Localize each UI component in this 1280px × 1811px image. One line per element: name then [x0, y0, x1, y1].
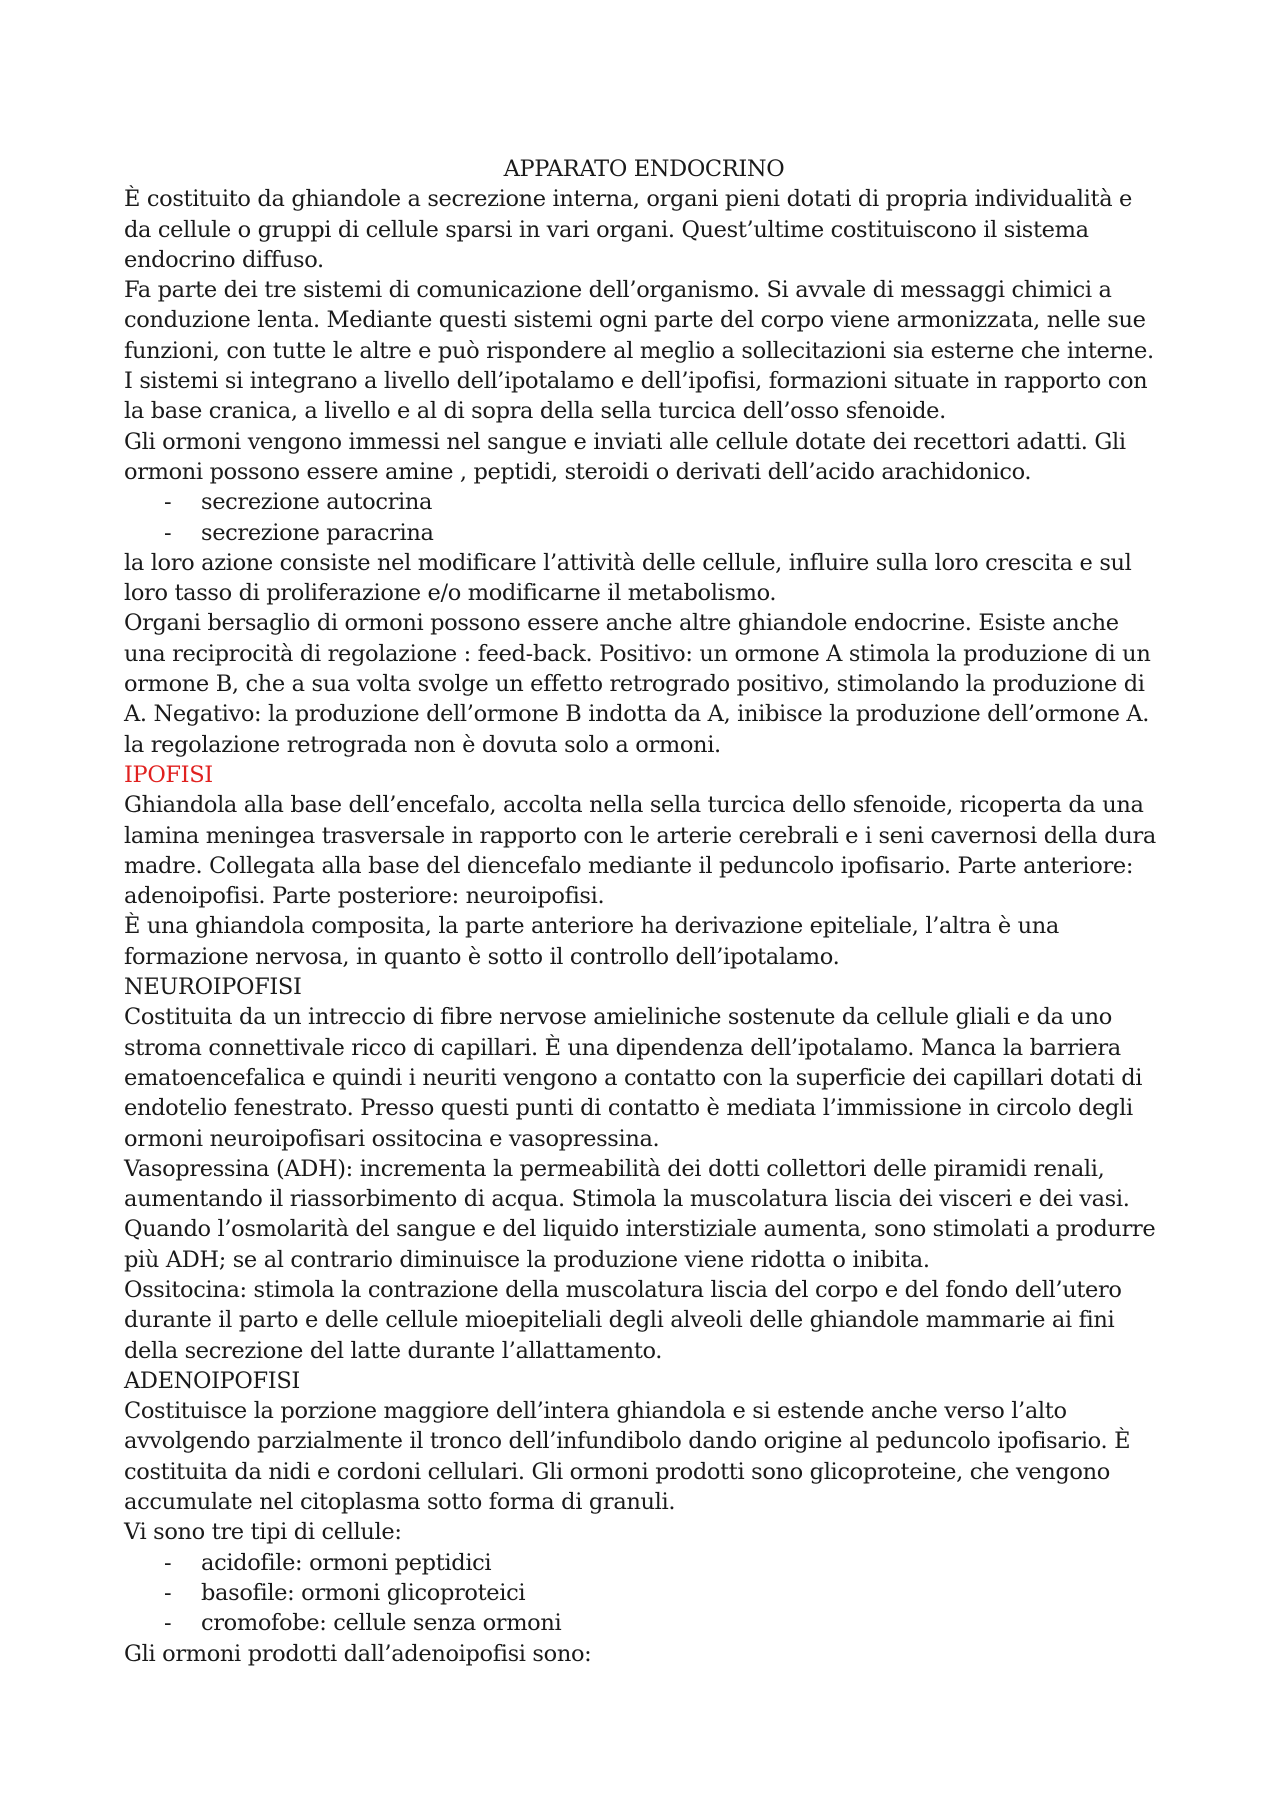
adenoipofisi-heading: ADENOIPOFISI: [124, 1367, 300, 1394]
body-paragraph: la loro azione consiste nel modificare l’attività delle cellule, influire sulla loro crescita e sul loro tasso di proliferazione e/o modificarne il metabolismo.: [124, 549, 1132, 607]
adenoipofisi-closing: Gli ormoni prodotti dall’adenoipofisi sono:: [124, 1640, 592, 1667]
cell-types-list: [124, 1548, 1164, 1639]
list-item: - secrezione paracrina: [164, 518, 1164, 548]
list-item: - basofile: ormoni glicoproteici: [164, 1578, 1164, 1608]
vasopressina-paragraph: Vasopressina (ADH): incrementa la permeabilità dei dotti collettori delle piramidi renali, aumentando il riassorbimento di acqua. Stimola la muscolatura liscia dei visceri e dei vasi. Quando l’osmolarità del sangue e del liquido interstiziale aumenta, sono stimolati a produrre più ADH; se al contrario diminuisce la produzione viene ridotta o inibita.: [124, 1155, 1156, 1273]
ipofisi-heading: IPOFISI: [124, 761, 213, 788]
intro-paragraph: È costituito da ghiandole a secrezione interna, organi pieni dotati di propria individualità e da cellule o gruppi di cellule sparsi in vari organi. Quest’ultime costituiscono il sistema endocrino diffuso.: [124, 186, 1133, 273]
intro-paragraph: Fa parte dei tre sistemi di comunicazione dell’organismo. Si avvale di messaggi chimici a conduzione lenta. Mediante questi sistemi ogni parte del corpo viene armonizzata, nelle sue funzioni, con tutte le altre e può rispondere al meglio a sollecitazioni sia esterne che interne. I sistemi si integrano a livello dell’ipotalamo e dell’ipofisi, formazioni situate in rapporto con la base cranica, a livello e al di sopra della sella turcica dell’osso sfenoide.: [124, 277, 1154, 425]
ipofisi-paragraph: È una ghiandola composita, la parte anteriore ha derivazione epiteliale, l’altra è una formazione nervosa, in quanto è sotto il controllo dell’ipotalamo.: [124, 913, 1059, 970]
secretion-list: [124, 487, 1164, 548]
intro-paragraph: Gli ormoni vengono immessi nel sangue e inviati alle cellule dotate dei recettori adatti. Gli ormoni possono essere amine , peptidi, steroidi o derivati dell’acido arachidonico.: [124, 428, 1126, 485]
body-paragraph: Organi bersaglio di ormoni possono essere anche altre ghiandole endocrine. Esiste anche una reciprocità di regolazione : feed-back. Positivo: un ormone A stimola la produzione di un ormone B, che a sua volta svolge un effetto retrogrado positivo, stimolando la produzione di A. Negativo: la produzione dell’ormone B indotta da A, inibisce la produzione dell’ormone A. la regolazione retrograda non è dovuta solo a ormoni.: [124, 610, 1151, 758]
list-item: - cromofobe: cellule senza ormoni: [164, 1608, 1164, 1638]
list-item: - acidofile: ormoni peptidici: [164, 1548, 1164, 1578]
neuroipofisi-heading: NEUROIPOFISI: [124, 974, 302, 1001]
ossitocina-paragraph: Ossitocina: stimola la contrazione della muscolatura liscia del corpo e del fondo dell’utero durante il parto e delle cellule mioepiteliali degli alveoli delle ghiandole mammarie ai fini della secrezione del latte durante l’allattamento.: [124, 1276, 1122, 1364]
document-title: APPARATO ENDOCRINO: [503, 156, 785, 182]
adenoipofisi-paragraph: Vi sono tre tipi di cellule:: [124, 1519, 402, 1546]
document-page: [124, 154, 1164, 1669]
neuroipofisi-paragraph: Costituita da un intreccio di fibre nervose amieliniche sostenute da cellule gliali e da uno stroma connettivale ricco di capillari. È una dipendenza dell’ipotalamo. Manca la barriera ematoencefalica e quindi i neuriti vengono a contatto con la superficie dei capillari dotati di endotelio fenestrato. Presso questi punti di contatto è mediata l’immissione in circolo degli ormoni neuroipofisari ossitocina e vasopressina.: [124, 1004, 1143, 1152]
list-item: - secrezione autocrina: [164, 487, 1164, 517]
ipofisi-paragraph: Ghiandola alla base dell’encefalo, accolta nella sella turcica dello sfenoide, ricoperta da una lamina meningea trasversale in rapporto con le arterie cerebrali e i seni cavernosi della dura madre. Collegata alla base del diencefalo mediante il peduncolo ipofisario. Parte anteriore: adenoipofisi. Parte posteriore: neuroipofisi.: [124, 792, 1156, 910]
adenoipofisi-paragraph: Costituisce la porzione maggiore dell’intera ghiandola e si estende anche verso l’alto avvolgendo parzialmente il tronco dell’infundibolo dando origine al peduncolo ipofisario. È costituita da nidi e cordoni cellulari. Gli ormoni prodotti sono glicoproteine, che vengono accumulate nel citoplasma sotto forma di granuli.: [124, 1398, 1131, 1516]
